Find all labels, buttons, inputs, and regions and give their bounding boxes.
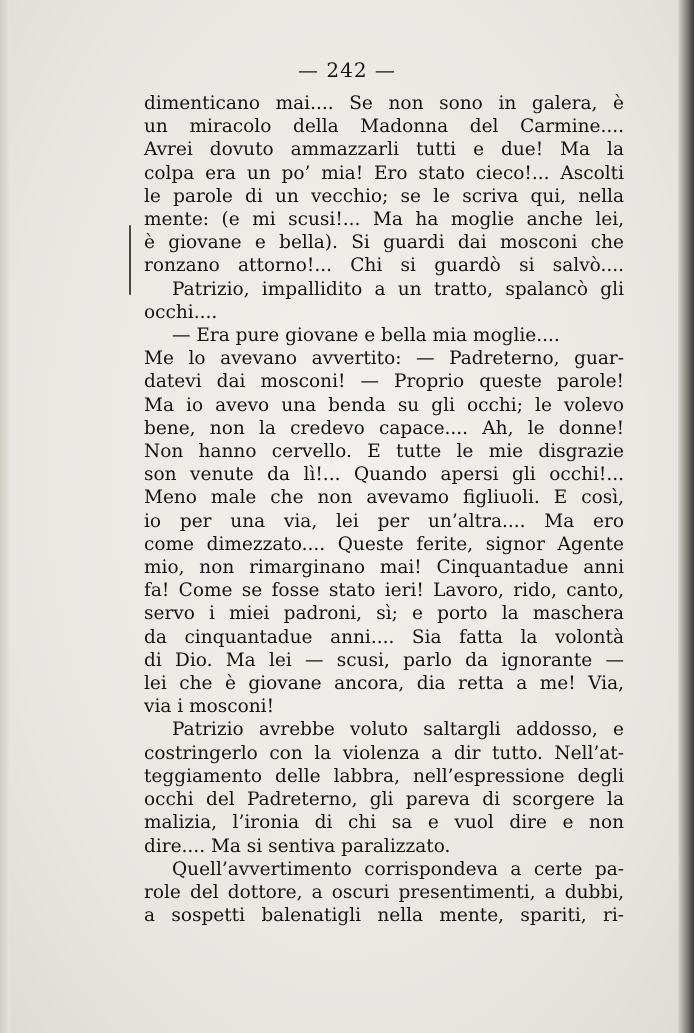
text-line: lei che è giovane ancora, dia retta a me! Via, bbox=[144, 673, 624, 695]
text-line: servo i miei padroni, sì; e porto la maschera bbox=[144, 603, 624, 625]
text-line: ronzano attorno!... Chi si guardò si salvò.... bbox=[144, 255, 624, 277]
text-line: Meno male che non avevamo figliuoli. E così, bbox=[144, 487, 624, 509]
text-line: Non hanno cervello. E tutte le mie disgrazie bbox=[144, 441, 624, 463]
text-line: — Era pure giovane e bella mia moglie.... bbox=[172, 325, 560, 347]
text-line: Ma io avevo una benda su gli occhi; le volevo bbox=[144, 394, 624, 416]
text-line: occhi.... bbox=[144, 301, 218, 323]
text-line: occhi del Padreterno, gli pareva di scorgere la bbox=[144, 789, 624, 811]
text-line: Patrizio avrebbe voluto saltargli addosso, e bbox=[172, 719, 624, 741]
text-line: è giovane e bella). Si guardi dai mosconi che bbox=[144, 232, 624, 254]
text-line: Me lo avevano avvertito: — Padreterno, guar- bbox=[144, 348, 624, 370]
page-right-edge-shadow bbox=[678, 0, 694, 1033]
text-line: mente: (e mi scusi!... Ma ha moglie anche lei, bbox=[144, 209, 624, 231]
text-line: a sospetti balenatigli nella mente, spariti, ri- bbox=[144, 905, 624, 927]
text-line: via i mosconi! bbox=[144, 696, 275, 718]
text-line: le parole di un vecchio; se le scriva qui, nella bbox=[144, 185, 624, 207]
text-line: bene, non la credevo capace.... Ah, le donne! bbox=[144, 417, 624, 439]
body-text bbox=[144, 92, 624, 927]
text-line: mio, non rimarginano mai! Cinquantadue anni bbox=[144, 557, 624, 579]
text-line: Quell’avvertimento corrispondeva a certe pa- bbox=[172, 858, 624, 880]
margin-pencil-mark bbox=[129, 225, 131, 295]
text-line: da cinquantadue anni.... Sia fatta la volontà bbox=[144, 626, 624, 648]
text-line: teggiamento delle labbra, nell’espressione degli bbox=[144, 765, 624, 787]
text-line: di Dio. Ma lei — scusi, parlo da ignorante — bbox=[144, 649, 624, 671]
page-left-edge bbox=[0, 0, 10, 1033]
page-number: — 242 — bbox=[298, 58, 396, 82]
text-line: malizia, l’ironia di chi sa e vuol dire e non bbox=[144, 812, 624, 834]
text-line: costringerlo con la violenza a dir tutto. Nell’at- bbox=[144, 742, 624, 764]
text-line: Avrei dovuto ammazzarli tutti e due! Ma la bbox=[144, 139, 624, 161]
text-line: come dimezzato.... Queste ferite, signor Agente bbox=[144, 533, 624, 555]
text-line: Patrizio, impallidito a un tratto, spalancò gli bbox=[172, 278, 624, 300]
text-line: datevi dai mosconi! — Proprio queste parole! bbox=[144, 371, 624, 393]
text-line: colpa era un po’ mia! Ero stato cieco!... Ascolti bbox=[144, 162, 624, 184]
text-line: fa! Come se fosse stato ieri! Lavoro, rido, canto, bbox=[144, 580, 624, 602]
text-line: dimenticano mai.... Se non sono in galera, è bbox=[144, 93, 624, 114]
text-line: un miracolo della Madonna del Carmine.... bbox=[144, 116, 624, 138]
text-line: dire.... Ma si sentiva paralizzato. bbox=[144, 835, 451, 857]
text-line: io per una via, lei per un’altra.... Ma ero bbox=[144, 510, 624, 532]
text-line: role del dottore, a oscuri presentimenti, a dubbi, bbox=[144, 881, 624, 903]
text-line: son venute da lì!... Quando apersi gli occhi!... bbox=[144, 464, 624, 486]
